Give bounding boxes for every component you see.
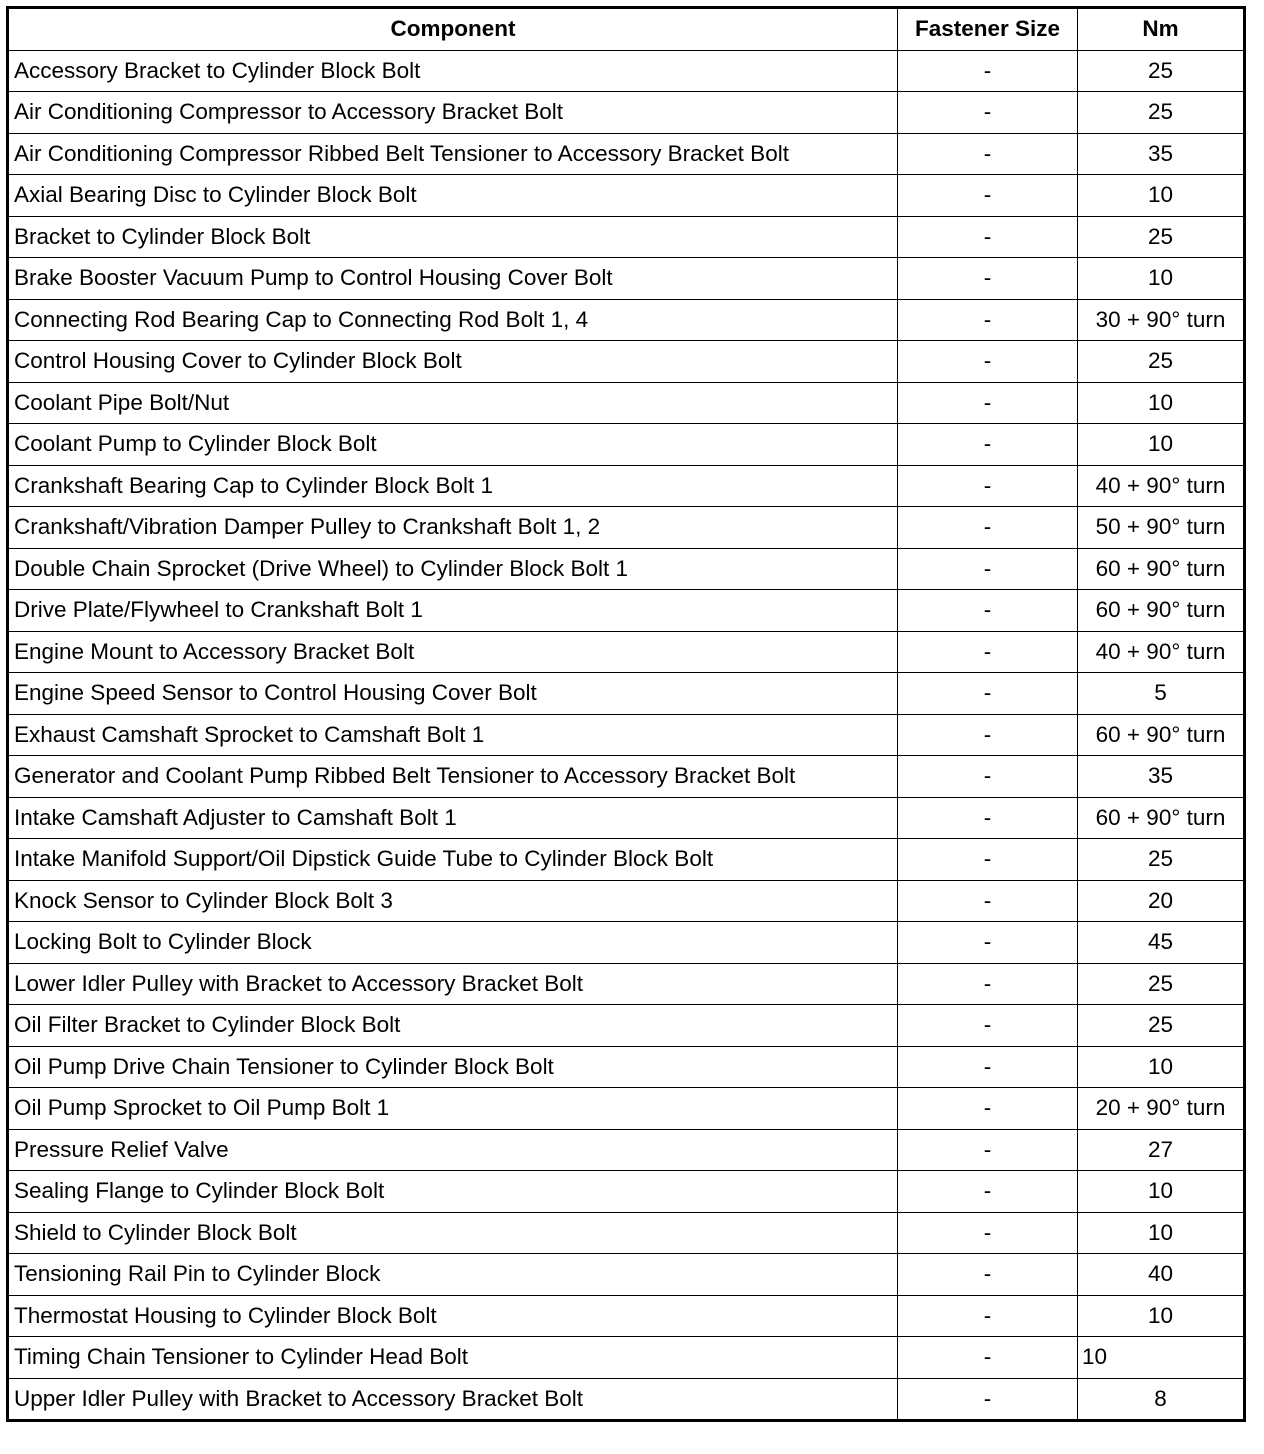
component-cell: Intake Camshaft Adjuster to Camshaft Bolt 1 [8, 797, 898, 839]
torque-nm-cell: 25 [1078, 963, 1245, 1005]
table-row [8, 382, 1245, 424]
component-cell: Lower Idler Pulley with Bracket to Accessory Bracket Bolt [8, 963, 898, 1005]
table-row [8, 507, 1245, 549]
torque-nm-cell: 50 + 90° turn [1078, 507, 1245, 549]
component-cell: Oil Filter Bracket to Cylinder Block Bolt [8, 1005, 898, 1047]
component-cell: Coolant Pump to Cylinder Block Bolt [8, 424, 898, 466]
torque-nm-cell: 8 [1078, 1378, 1245, 1421]
torque-nm-cell: 35 [1078, 133, 1245, 175]
table-row [8, 797, 1245, 839]
torque-nm-cell: 40 + 90° turn [1078, 631, 1245, 673]
component-cell: Engine Mount to Accessory Bracket Bolt [8, 631, 898, 673]
component-cell: Knock Sensor to Cylinder Block Bolt 3 [8, 880, 898, 922]
table-row [8, 1337, 1245, 1379]
fastener-size-cell: - [898, 839, 1078, 881]
torque-nm-cell: 60 + 90° turn [1078, 548, 1245, 590]
fastener-size-cell: - [898, 133, 1078, 175]
table-row [8, 50, 1245, 92]
fastener-size-cell: - [898, 797, 1078, 839]
torque-nm-cell: 25 [1078, 216, 1245, 258]
table-row [8, 1005, 1245, 1047]
torque-nm-cell: 10 [1078, 1337, 1245, 1379]
table-row [8, 673, 1245, 715]
torque-nm-cell: 10 [1078, 424, 1245, 466]
table-row [8, 1212, 1245, 1254]
component-cell: Generator and Coolant Pump Ribbed Belt Tensioner to Accessory Bracket Bolt [8, 756, 898, 798]
component-cell: Air Conditioning Compressor Ribbed Belt Tensioner to Accessory Bracket Bolt [8, 133, 898, 175]
fastener-size-cell: - [898, 1046, 1078, 1088]
torque-nm-cell: 60 + 90° turn [1078, 797, 1245, 839]
component-cell: Exhaust Camshaft Sprocket to Camshaft Bolt 1 [8, 714, 898, 756]
column-header-component: Component [8, 8, 898, 51]
torque-nm-cell: 40 [1078, 1254, 1245, 1296]
table-row [8, 1295, 1245, 1337]
torque-nm-cell: 25 [1078, 92, 1245, 134]
fastener-size-cell: - [898, 756, 1078, 798]
table-row [8, 756, 1245, 798]
fastener-specification-table [6, 6, 1246, 1422]
torque-nm-cell: 10 [1078, 1171, 1245, 1213]
torque-nm-cell: 20 + 90° turn [1078, 1088, 1245, 1130]
fastener-size-cell: - [898, 1337, 1078, 1379]
table-row [8, 1378, 1245, 1421]
table-row [8, 299, 1245, 341]
fastener-size-cell: - [898, 175, 1078, 217]
fastener-size-cell: - [898, 548, 1078, 590]
table-row [8, 133, 1245, 175]
torque-nm-cell: 25 [1078, 50, 1245, 92]
table-row [8, 216, 1245, 258]
fastener-size-cell: - [898, 880, 1078, 922]
fastener-size-cell: - [898, 1295, 1078, 1337]
torque-nm-cell: 60 + 90° turn [1078, 590, 1245, 632]
torque-nm-cell: 10 [1078, 258, 1245, 300]
fastener-size-cell: - [898, 382, 1078, 424]
torque-nm-cell: 30 + 90° turn [1078, 299, 1245, 341]
torque-nm-cell: 27 [1078, 1129, 1245, 1171]
fastener-size-cell: - [898, 963, 1078, 1005]
table-row [8, 880, 1245, 922]
table-row [8, 341, 1245, 383]
component-cell: Shield to Cylinder Block Bolt [8, 1212, 898, 1254]
fastener-size-cell: - [898, 1378, 1078, 1421]
component-cell: Coolant Pipe Bolt/Nut [8, 382, 898, 424]
torque-nm-cell: 20 [1078, 880, 1245, 922]
fastener-size-cell: - [898, 1171, 1078, 1213]
fastener-size-cell: - [898, 590, 1078, 632]
component-cell: Intake Manifold Support/Oil Dipstick Guide Tube to Cylinder Block Bolt [8, 839, 898, 881]
table-row [8, 590, 1245, 632]
table-row [8, 175, 1245, 217]
table-row [8, 714, 1245, 756]
fastener-size-cell: - [898, 1254, 1078, 1296]
table-row [8, 258, 1245, 300]
component-cell: Axial Bearing Disc to Cylinder Block Bolt [8, 175, 898, 217]
component-cell: Control Housing Cover to Cylinder Block Bolt [8, 341, 898, 383]
fastener-size-cell: - [898, 50, 1078, 92]
table-row [8, 1046, 1245, 1088]
torque-nm-cell: 40 + 90° turn [1078, 465, 1245, 507]
fastener-size-cell: - [898, 673, 1078, 715]
torque-nm-cell: 10 [1078, 1046, 1245, 1088]
fastener-size-cell: - [898, 714, 1078, 756]
column-header-nm: Nm [1078, 8, 1245, 51]
fastener-size-cell: - [898, 1088, 1078, 1130]
component-cell: Connecting Rod Bearing Cap to Connecting Rod Bolt 1, 4 [8, 299, 898, 341]
table-row [8, 922, 1245, 964]
torque-nm-cell: 25 [1078, 341, 1245, 383]
table-row [8, 1088, 1245, 1130]
component-cell: Crankshaft Bearing Cap to Cylinder Block Bolt 1 [8, 465, 898, 507]
table-row [8, 424, 1245, 466]
component-cell: Locking Bolt to Cylinder Block [8, 922, 898, 964]
table-row [8, 631, 1245, 673]
torque-nm-cell: 25 [1078, 1005, 1245, 1047]
torque-nm-cell: 60 + 90° turn [1078, 714, 1245, 756]
torque-nm-cell: 25 [1078, 839, 1245, 881]
component-cell: Drive Plate/Flywheel to Crankshaft Bolt 1 [8, 590, 898, 632]
component-cell: Double Chain Sprocket (Drive Wheel) to Cylinder Block Bolt 1 [8, 548, 898, 590]
table-row [8, 1254, 1245, 1296]
component-cell: Accessory Bracket to Cylinder Block Bolt [8, 50, 898, 92]
component-cell: Oil Pump Sprocket to Oil Pump Bolt 1 [8, 1088, 898, 1130]
fastener-size-cell: - [898, 216, 1078, 258]
torque-nm-cell: 10 [1078, 1212, 1245, 1254]
table-row [8, 548, 1245, 590]
component-cell: Engine Speed Sensor to Control Housing Cover Bolt [8, 673, 898, 715]
fastener-size-cell: - [898, 424, 1078, 466]
table-row [8, 465, 1245, 507]
torque-nm-cell: 35 [1078, 756, 1245, 798]
fastener-size-cell: - [898, 465, 1078, 507]
torque-nm-cell: 10 [1078, 1295, 1245, 1337]
fastener-size-cell: - [898, 1212, 1078, 1254]
column-header-fastener-size: Fastener Size [898, 8, 1078, 51]
fastener-size-cell: - [898, 258, 1078, 300]
component-cell: Bracket to Cylinder Block Bolt [8, 216, 898, 258]
fastener-size-cell: - [898, 922, 1078, 964]
table-body [8, 50, 1245, 1421]
component-cell: Sealing Flange to Cylinder Block Bolt [8, 1171, 898, 1213]
table-row [8, 839, 1245, 881]
component-cell: Timing Chain Tensioner to Cylinder Head Bolt [8, 1337, 898, 1379]
fastener-size-cell: - [898, 631, 1078, 673]
component-cell: Crankshaft/Vibration Damper Pulley to Crankshaft Bolt 1, 2 [8, 507, 898, 549]
fastener-size-cell: - [898, 1129, 1078, 1171]
torque-nm-cell: 10 [1078, 175, 1245, 217]
component-cell: Pressure Relief Valve [8, 1129, 898, 1171]
fastener-size-cell: - [898, 341, 1078, 383]
fastener-size-cell: - [898, 1005, 1078, 1047]
component-cell: Brake Booster Vacuum Pump to Control Housing Cover Bolt [8, 258, 898, 300]
component-cell: Tensioning Rail Pin to Cylinder Block [8, 1254, 898, 1296]
component-cell: Oil Pump Drive Chain Tensioner to Cylinder Block Bolt [8, 1046, 898, 1088]
fastener-size-cell: - [898, 299, 1078, 341]
torque-nm-cell: 10 [1078, 382, 1245, 424]
fastener-size-cell: - [898, 507, 1078, 549]
torque-nm-cell: 45 [1078, 922, 1245, 964]
torque-nm-cell: 5 [1078, 673, 1245, 715]
table-row [8, 963, 1245, 1005]
fastener-size-cell: - [898, 92, 1078, 134]
component-cell: Thermostat Housing to Cylinder Block Bolt [8, 1295, 898, 1337]
table-header-row [8, 8, 1245, 51]
table-row [8, 1171, 1245, 1213]
component-cell: Upper Idler Pulley with Bracket to Accessory Bracket Bolt [8, 1378, 898, 1421]
table-row [8, 92, 1245, 134]
table-row [8, 1129, 1245, 1171]
component-cell: Air Conditioning Compressor to Accessory Bracket Bolt [8, 92, 898, 134]
